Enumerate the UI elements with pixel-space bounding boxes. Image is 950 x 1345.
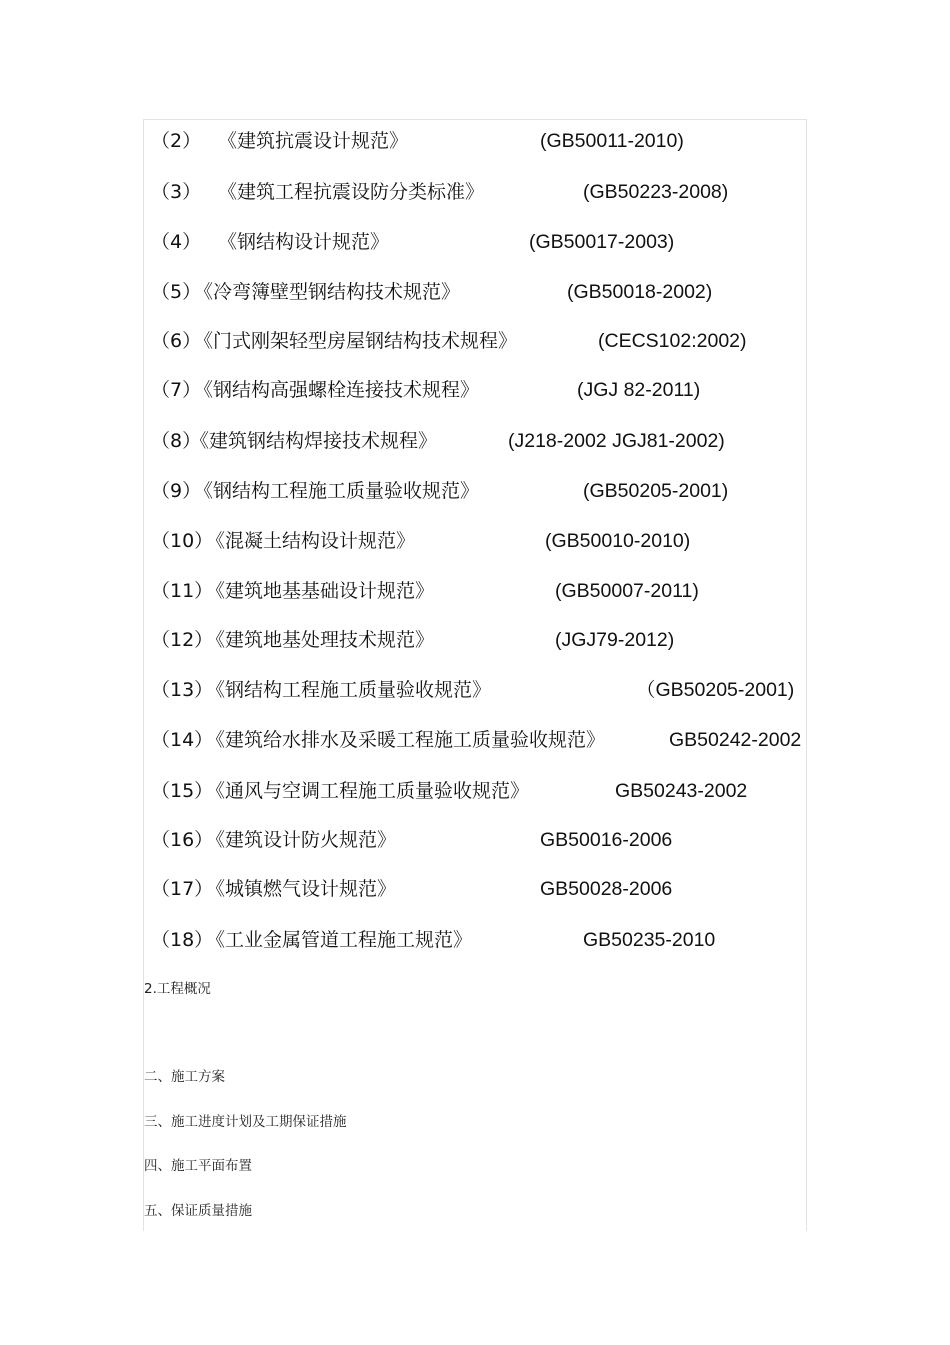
- standard-row: [0, 177, 950, 207]
- standard-title: 《建筑给水排水及采暖工程施工质量验收规范》: [206, 729, 606, 751]
- standard-title: 《钢结构设计规范》: [218, 231, 390, 253]
- standard-row: [0, 476, 950, 506]
- standard-title: 《建筑地基基础设计规范》: [206, 580, 435, 602]
- standard-code: (CECS102:2002): [598, 330, 747, 352]
- outline-item-construction-plan: 二、施工方案: [144, 1069, 225, 1085]
- standard-title: 《门式刚架轻型房屋钢结构技术规程》: [194, 330, 518, 352]
- standard-number: （4）: [151, 231, 202, 253]
- standard-code: GB50243-2002: [615, 780, 748, 802]
- standard-row: [0, 925, 950, 955]
- standard-code: (GB50017-2003): [529, 231, 675, 253]
- standard-number: （16）: [151, 829, 214, 851]
- standard-row: [0, 326, 950, 356]
- standard-title: 《钢结构高强螺栓连接技术规程》: [194, 379, 480, 401]
- standard-row: [0, 776, 950, 806]
- standard-number: （3）: [151, 181, 202, 203]
- frame-top-rule: [143, 119, 807, 120]
- standard-row: [0, 426, 950, 456]
- standard-title: 《通风与空调工程施工质量验收规范》: [206, 780, 530, 802]
- standard-code: (J218-2002 JGJ81-2002): [508, 430, 725, 452]
- standard-number: （6）: [151, 330, 202, 352]
- standard-title: 《冷弯簿壁型钢结构技术规范》: [194, 281, 461, 303]
- standard-title: 《钢结构工程施工质量验收规范》: [194, 480, 480, 502]
- standard-number: （9）: [151, 480, 202, 502]
- standard-row: [0, 825, 950, 855]
- standard-code: (GB50010-2010): [545, 530, 691, 552]
- standard-number: （18）: [151, 929, 214, 951]
- outline-item-site-layout: 四、施工平面布置: [144, 1158, 252, 1174]
- standard-code: (GB50007-2011): [555, 580, 699, 602]
- standard-row: [0, 625, 950, 655]
- standard-number: （8）: [151, 430, 202, 452]
- standard-code: (JGJ79-2012): [555, 629, 675, 651]
- standard-title: 《建筑钢结构焊接技术规程》: [190, 430, 438, 452]
- standard-title: 《工业金属管道工程施工规范》: [206, 929, 473, 951]
- standard-number: （14）: [151, 729, 214, 751]
- outline-item-quality-measures: 五、保证质量措施: [144, 1203, 252, 1219]
- standard-row: [0, 375, 950, 405]
- standard-number: （5）: [151, 281, 202, 303]
- standard-code: (GB50011-2010): [540, 130, 684, 152]
- section-heading-overview: 2.工程概况: [144, 981, 211, 997]
- standard-number: （2）: [151, 130, 202, 152]
- standard-code: GB50242-2002: [669, 729, 802, 751]
- standard-number: （15）: [151, 780, 214, 802]
- standard-row: [0, 227, 950, 257]
- standard-number: （12）: [151, 629, 214, 651]
- standard-code: GB50028-2006: [540, 878, 673, 900]
- standard-number: （13）: [151, 679, 214, 701]
- standard-row: [0, 576, 950, 606]
- standard-row: [0, 675, 950, 705]
- standard-code: (GB50223-2008): [583, 181, 729, 203]
- standard-row: [0, 526, 950, 556]
- standard-row: [0, 874, 950, 904]
- standard-number: （17）: [151, 878, 214, 900]
- standard-title: 《钢结构工程施工质量验收规范》: [206, 679, 492, 701]
- standard-row: [0, 277, 950, 307]
- standard-code: (JGJ 82-2011): [577, 379, 701, 401]
- standard-row: [0, 725, 950, 755]
- standard-code: GB50016-2006: [540, 829, 673, 851]
- standard-code: (GB50205-2001): [583, 480, 729, 502]
- standard-code: GB50235-2010: [583, 929, 716, 951]
- standard-row: [0, 126, 950, 156]
- standard-title: 《建筑设计防火规范》: [206, 829, 397, 851]
- outline-item-schedule: 三、施工进度计划及工期保证措施: [144, 1114, 347, 1130]
- standard-title: 《建筑抗震设计规范》: [218, 130, 409, 152]
- standard-code: （GB50205-2001): [636, 679, 795, 701]
- standard-title: 《混凝土结构设计规范》: [206, 530, 416, 552]
- standard-code: (GB50018-2002): [567, 281, 713, 303]
- standard-number: （7）: [151, 379, 202, 401]
- standard-number: （10）: [151, 530, 214, 552]
- standard-title: 《城镇燃气设计规范》: [206, 878, 397, 900]
- standard-title: 《建筑地基处理技术规范》: [206, 629, 435, 651]
- standard-title: 《建筑工程抗震设防分类标准》: [218, 181, 485, 203]
- standard-number: （11）: [151, 580, 214, 602]
